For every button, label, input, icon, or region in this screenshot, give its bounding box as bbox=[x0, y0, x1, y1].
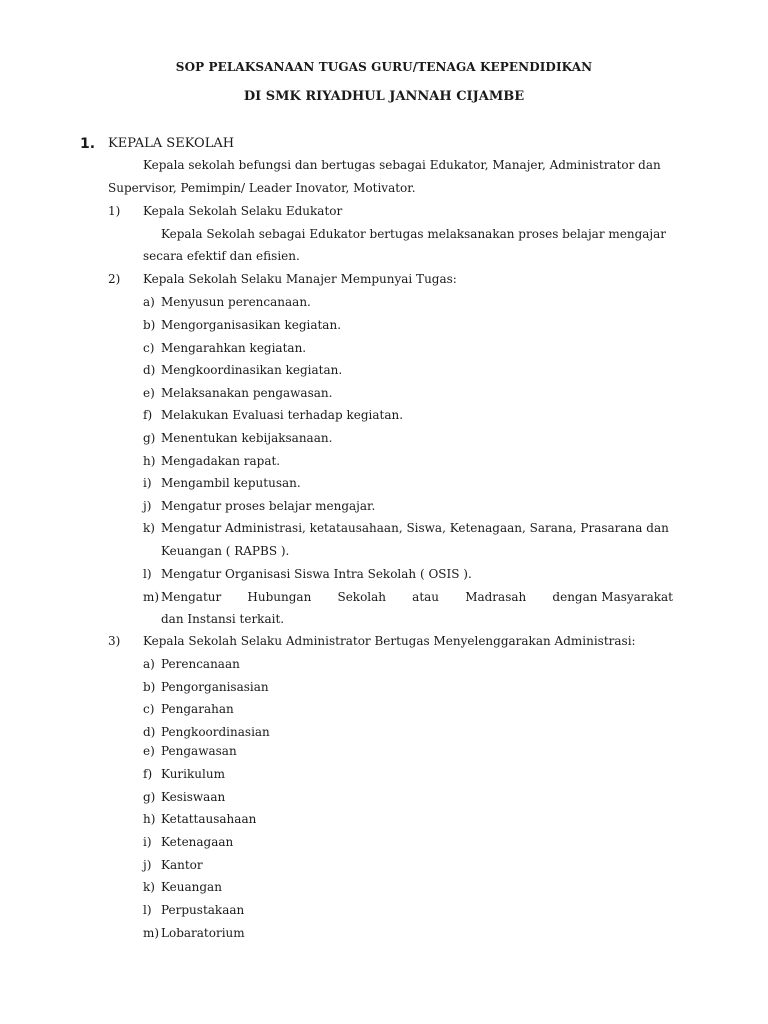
sublist-item-text: Kesiswaan bbox=[161, 790, 226, 804]
m-word: dengan Masyarakat bbox=[552, 590, 673, 604]
sublist-item-label: j) bbox=[143, 499, 152, 513]
sublist-item-label: m) bbox=[143, 926, 160, 940]
sublist-item-label: e) bbox=[143, 386, 155, 400]
sublist-item-label: a) bbox=[143, 657, 155, 671]
item-2-sub-m-label: m) bbox=[143, 590, 160, 604]
sublist-item-text: Mengarahkan kegiatan. bbox=[161, 341, 307, 355]
item-2-number: 2) bbox=[108, 272, 121, 286]
sublist-item-label: c) bbox=[143, 702, 155, 716]
sublist-item-text: Mengambil keputusan. bbox=[161, 476, 301, 490]
sublist-item-label: f) bbox=[143, 767, 153, 781]
item-1-desc-line-1: Kepala Sekolah sebagai Edukator bertugas melaksanakan proses belajar mengajar bbox=[161, 227, 667, 241]
sublist-item-text: Menyusun perencanaan. bbox=[161, 295, 311, 309]
sublist-item-text: Mengatur proses belajar mengajar. bbox=[161, 499, 376, 513]
item-3-title: Kepala Sekolah Selaku Administrator Bertugas Menyelenggarakan Administrasi: bbox=[143, 634, 636, 648]
sublist-item-label: g) bbox=[143, 431, 156, 445]
sublist-item-label: h) bbox=[143, 812, 156, 826]
item-2-title: Kepala Sekolah Selaku Manajer Mempunyai Tugas: bbox=[143, 272, 457, 286]
item-2-sub-m-text bbox=[161, 589, 673, 605]
sublist-item-text: Pengkoordinasian bbox=[161, 725, 270, 739]
sublist-item-text: Pengawasan bbox=[161, 744, 237, 758]
sublist-item-text: Kantor bbox=[161, 858, 203, 872]
item-2-sub-m-continuation: dan Instansi terkait. bbox=[161, 612, 285, 626]
sublist-item-label: h) bbox=[143, 454, 156, 468]
sublist-item-text: Ketattausahaan bbox=[161, 812, 257, 826]
sublist-item-text: Mengatur Organisasi Siswa Intra Sekolah ( OSIS ). bbox=[161, 567, 472, 581]
sublist-item-text: Pengarahan bbox=[161, 702, 234, 716]
sublist-item-label: d) bbox=[143, 725, 156, 739]
document-title: SOP PELAKSANAAN TUGAS GURU/TENAGA KEPENDIDIKAN bbox=[175, 60, 593, 74]
sublist-item-label: g) bbox=[143, 790, 156, 804]
item-1-number: 1) bbox=[108, 204, 121, 218]
sublist-item-label: a) bbox=[143, 295, 155, 309]
sublist-item-text: Melaksanakan pengawasan. bbox=[161, 386, 333, 400]
sublist-item-label: j) bbox=[143, 858, 152, 872]
sublist-item-label: i) bbox=[143, 835, 152, 849]
sublist-item-text: Lobaratorium bbox=[161, 926, 245, 940]
document-subtitle: DI SMK RIYADHUL JANNAH CIJAMBE bbox=[243, 89, 525, 104]
m-word: Mengatur bbox=[161, 590, 222, 604]
m-word: Hubungan bbox=[247, 590, 312, 604]
section-intro-line-2: Supervisor, Pemimpin/ Leader Inovator, Motivator. bbox=[108, 181, 416, 195]
sublist-item-text: Ketenagaan bbox=[161, 835, 234, 849]
sublist-item-label: k) bbox=[143, 880, 155, 894]
sublist-item-text: Perencanaan bbox=[161, 657, 240, 671]
sublist-item-text: Keuangan bbox=[161, 880, 222, 894]
m-word: Sekolah bbox=[337, 590, 387, 604]
sublist-item-text: Kurikulum bbox=[161, 767, 225, 781]
sublist-item-label: f) bbox=[143, 408, 153, 422]
sublist-item-label: c) bbox=[143, 341, 155, 355]
item-3-number: 3) bbox=[108, 634, 121, 648]
sublist-item-text: Menentukan kebijaksanaan. bbox=[161, 431, 333, 445]
sublist-item-text: Mengatur Administrasi, ketatausahaan, Siswa, Ketenagaan, Sarana, Prasarana dan bbox=[161, 521, 669, 535]
sublist-item-text: Keuangan ( RAPBS ). bbox=[161, 544, 290, 558]
sublist-item-text: Pengorganisasian bbox=[161, 680, 269, 694]
sublist-item-label: d) bbox=[143, 363, 156, 377]
m-word: Madrasah bbox=[465, 590, 527, 604]
sublist-item-label: l) bbox=[143, 567, 152, 581]
sublist-item-label: e) bbox=[143, 744, 155, 758]
item-1-title: Kepala Sekolah Selaku Edukator bbox=[143, 204, 343, 218]
sublist-item-label: b) bbox=[143, 680, 156, 694]
sublist-item-text: Mengkoordinasikan kegiatan. bbox=[161, 363, 343, 377]
section-intro-line-1: Kepala sekolah befungsi dan bertugas sebagai Edukator, Manajer, Administrator dan bbox=[143, 158, 661, 172]
sublist-item-label: b) bbox=[143, 318, 156, 332]
sublist-item-label: i) bbox=[143, 476, 152, 490]
sublist-item-text: Mengadakan rapat. bbox=[161, 454, 281, 468]
sublist-item-text: Melakukan Evaluasi terhadap kegiatan. bbox=[161, 408, 404, 422]
m-word: atau bbox=[412, 590, 440, 604]
sublist-item-text: Perpustakaan bbox=[161, 903, 245, 917]
sublist-item-text: Mengorganisasikan kegiatan. bbox=[161, 318, 342, 332]
sublist-item-label: l) bbox=[143, 903, 152, 917]
section-heading: KEPALA SEKOLAH bbox=[108, 136, 235, 151]
sublist-item-label: k) bbox=[143, 521, 155, 535]
section-number: 1. bbox=[80, 136, 96, 152]
item-1-desc-line-2: secara efektif dan efisien. bbox=[143, 249, 300, 263]
